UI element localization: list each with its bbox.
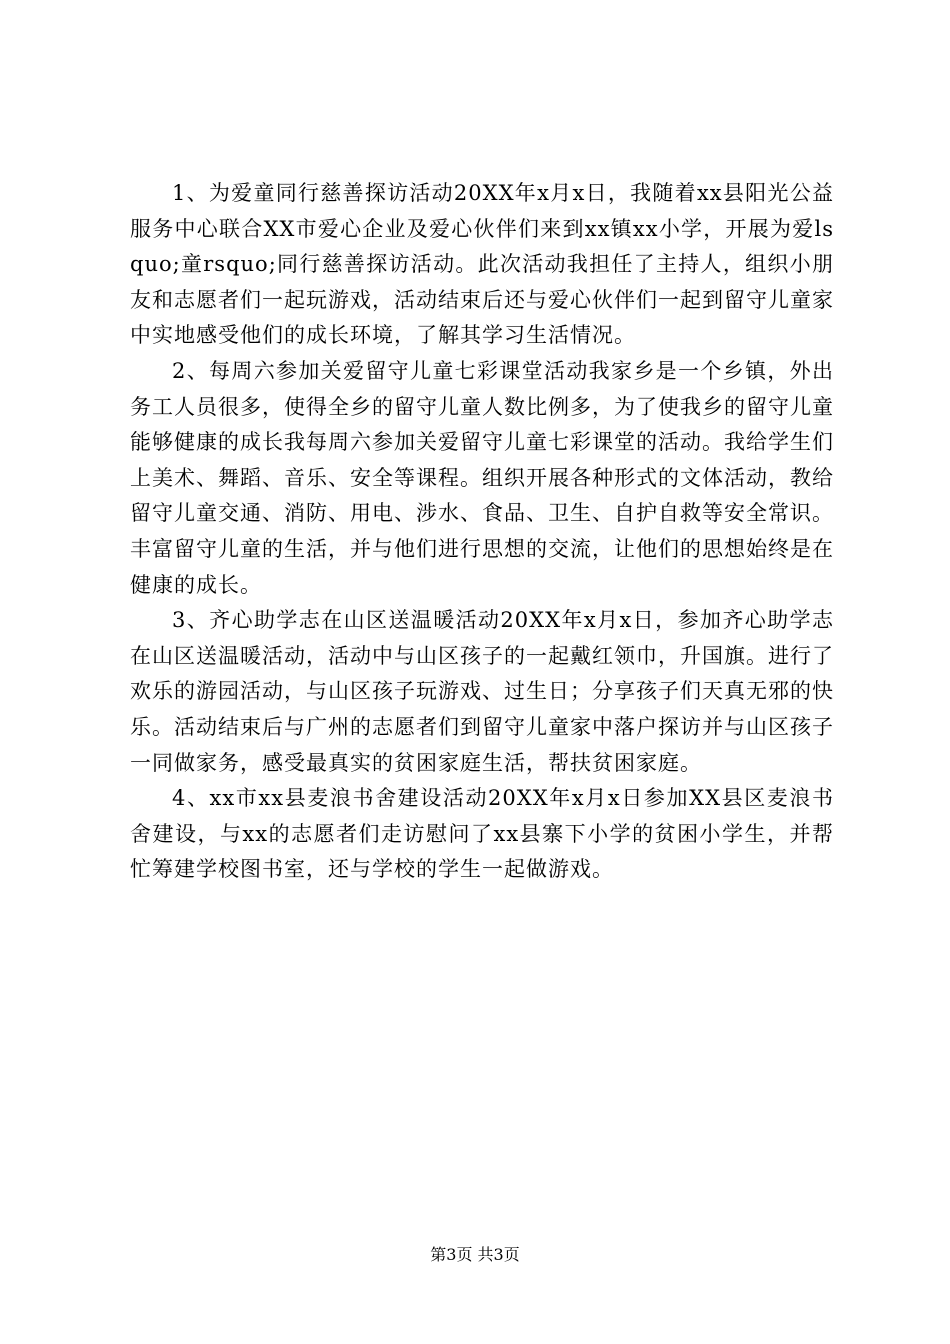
- page-number-footer: 第3页 共3页: [430, 1245, 520, 1264]
- document-body: [130, 176, 834, 888]
- paragraph-2: 2、每周六参加关爱留守儿童七彩课堂活动我家乡是一个乡镇，外出务工人员很多，使得全乡的留守儿童人数比例多，为了使我乡的留守儿童能够健康的成长我每周六参加关爱留守儿童七彩课堂的活动。我给学生们上美术、舞蹈、音乐、安全等课程。组织开展各种形式的文体活动，教给留守儿童交通、消防、用电、涉水、食品、卫生、自护自救等安全常识。丰富留守儿童的生活，并与他们进行思想的交流，让他们的思想始终是在健康的成长。: [130, 358, 834, 597]
- paragraph-4: 4、xx市xx县麦浪书舍建设活动20XX年x月x日参加XX县区麦浪书舍建设，与xx的志愿者们走访慰问了xx县寨下小学的贫困小学生，并帮忙筹建学校图书室，还与学校的学生一起做游戏。: [130, 786, 834, 882]
- paragraph-1: 1、为爱童同行慈善探访活动20XX年x月x日，我随着xx县阳光公益服务中心联合XX市爱心企业及爱心伙伴们来到xx镇xx小学，开展为爱lsquo;童rsquo;同行慈善探访活动。此次活动我担任了主持人，组织小朋友和志愿者们一起玩游戏，活动结束后还与爱心伙伴们一起到留守儿童家中实地感受他们的成长环境，了解其学习生活情况。: [130, 181, 834, 348]
- paragraph-3: 3、齐心助学志在山区送温暖活动20XX年x月x日，参加齐心助学志在山区送温暖活动，活动中与山区孩子的一起戴红领巾，升国旗。进行了欢乐的游园活动，与山区孩子玩游戏、过生日；分享孩子们天真无邪的快乐。活动结束后与广州的志愿者们到留守儿童家中落户探访并与山区孩子一同做家务，感受最真实的贫困家庭生活，帮扶贫困家庭。: [130, 608, 834, 775]
